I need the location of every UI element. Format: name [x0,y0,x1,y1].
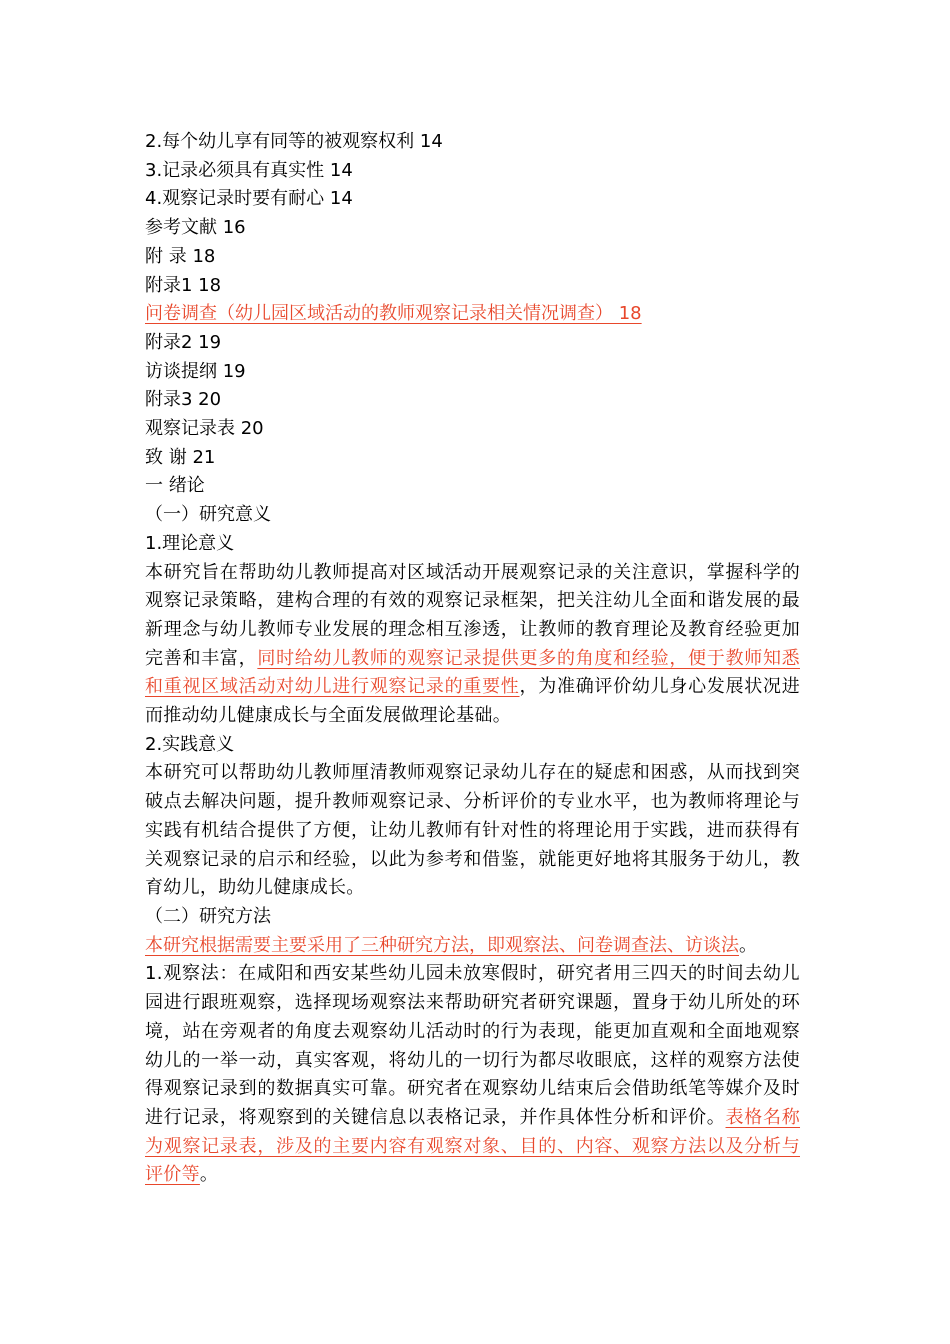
highlighted-text: 问卷调查（幼儿园区域活动的教师观察记录相关情况调查） 18 [145,303,642,325]
paragraph-practice: 本研究可以帮助幼儿教师厘清教师观察记录幼儿存在的疑虑和困惑，从而找到突破点去解决问题，提升教师观察记录、分析评价的专业水平，也为教师将理论与实践有机结合提供了方便，让幼儿教师有针对性的将理论用于实践，进而获得有关观察记录的启示和经验，以此为参考和借鉴，就能更好地将其服务于幼儿，教育幼儿，助幼儿健康成长。 [145,762,800,899]
toc-item-highlighted [145,300,800,329]
toc-item: 附录2 19 [145,331,222,353]
subsection-title: 1.理论意义 [145,532,235,554]
paragraph-text: 本研究旨在帮助幼儿教师提高对区域活动开展观察记录的关注意识，掌握科学的观察记录策略，建构合理的有效的观察记录框架，把关注幼儿全面和谐发展的最新理念与幼儿教师专业发展的理念相互渗透，让教师的教育理论及教育经验更加完善和丰富， [145,561,800,669]
toc-item: 2.每个幼儿享有同等的被观察权利 14 [145,131,443,152]
toc-item: 致 谢 21 [145,446,216,468]
paragraph-text: 1.观察法：在咸阳和西安某些幼儿园未放寒假时，研究者用三四天的时间去幼儿园进行跟班观察，选择现场观察法来帮助研究者研究课题，置身于幼儿所处的环境，站在旁观者的角度去观察幼儿活动时的行为表现，能更加直观和全面地观察幼儿的一举一动，真实客观，将幼儿的一切行为都尽收眼底，这样的观察方法使得观察记录到的数据真实可靠。研究者在观察幼儿结束后会借助纸笔等媒介及时进行记录，将观察到的关键信息以表格记录，并作具体性分析和评价。 [145,963,800,1128]
highlighted-text: 同时给幼儿教师的观察记录提供更多的角度和经验，便于教师知悉和重视区域活动对幼儿进行观察记录的重要性 [145,647,800,698]
highlighted-text: 表格名称为观察记录表，涉及的主要内容有观察对象、目的、内容、观察方法以及分析与评价等 [145,1106,801,1186]
toc-item: 附录1 18 [145,274,222,296]
methods-line [145,932,800,961]
section-title: （二）研究方法 [145,905,271,927]
section-title: （一）研究意义 [145,504,271,526]
toc-item: 访谈提纲 19 [145,360,246,382]
chapter-title: 一 绪论 [145,475,205,497]
toc-item: 3.记录必须具有真实性 14 [145,159,353,181]
toc-item: 参考文献 16 [145,217,246,239]
paragraph-observation [145,960,800,1190]
toc-item: 观察记录表 20 [145,418,264,440]
toc-item: 附录3 20 [145,389,222,411]
paragraph-text: 。 [199,1164,219,1186]
subsection-title: 2.实践意义 [145,733,235,755]
paragraph-text: ，为准确评价幼儿身心发展状况进而推动幼儿健康成长与全面发展做理论基础。 [145,676,801,727]
paragraph-theory [145,559,800,731]
highlighted-text: 本研究根据需要主要采用了三种研究方法，即观察法、问卷调查法、访谈法 [145,934,739,956]
toc-item: 附 录 18 [145,245,216,267]
document-page [145,128,800,1190]
toc-item: 4.观察记录时要有耐心 14 [145,188,353,210]
methods-end: 。 [739,934,757,956]
